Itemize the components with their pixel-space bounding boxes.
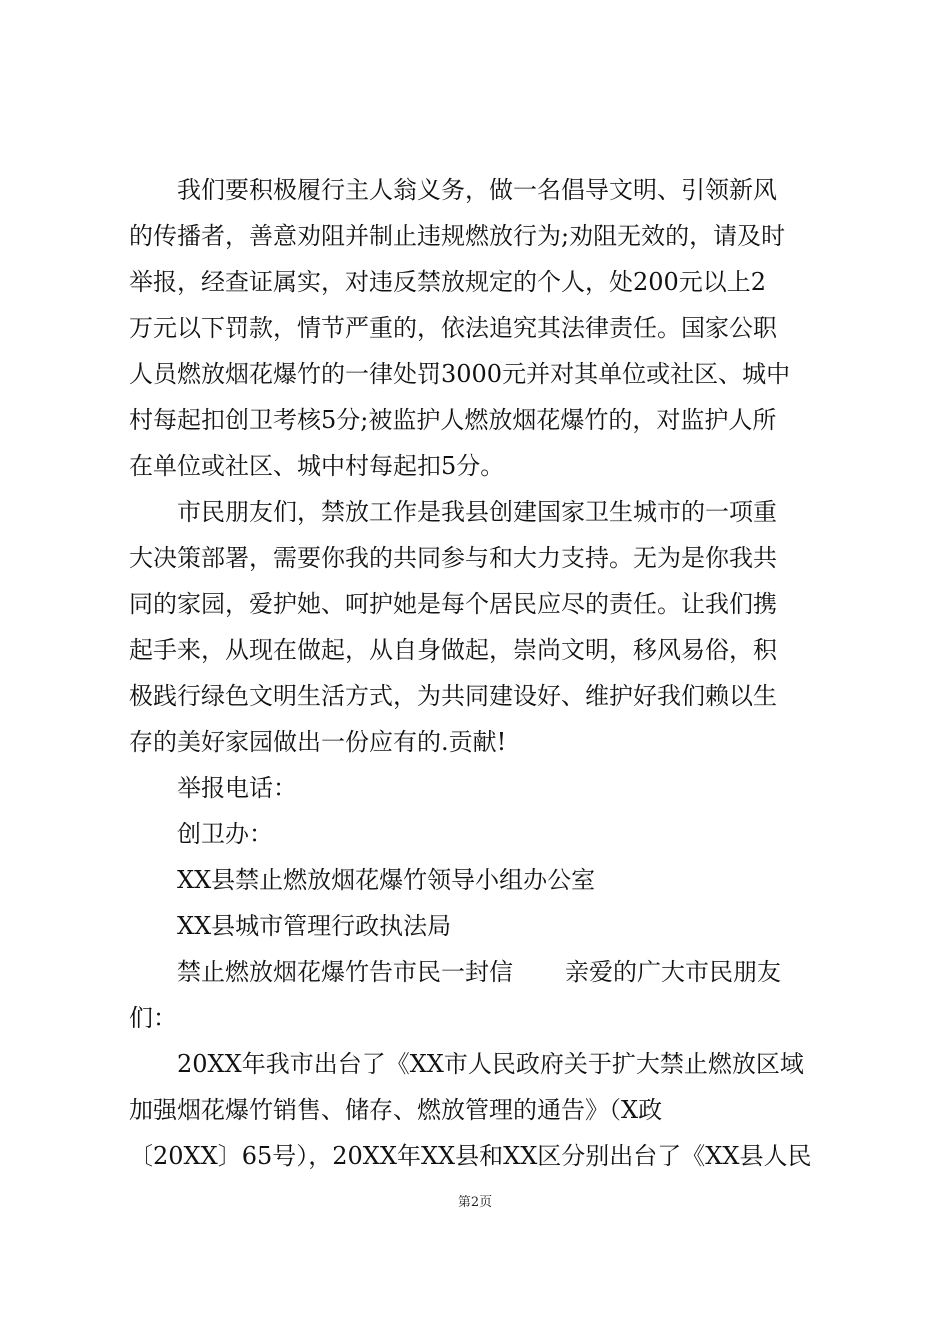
letter-title-line: [177, 952, 877, 992]
office-label: 创卫办：: [177, 820, 273, 848]
paragraph-line: 举报，经查证属实，对违反禁放规定的个人，处200元以上2: [129, 268, 767, 296]
paragraph-line: 我们要积极履行主人翁义务，做一名倡导文明、引领新风: [177, 176, 777, 204]
paragraph-line: 存的美好家园做出一份应有的.贡献!: [129, 728, 507, 756]
letter-title: 禁止燃放烟花爆竹告市民一封信: [177, 958, 513, 986]
paragraph-line: 万元以下罚款，情节严重的，依法追究其法律责任。国家公职: [129, 314, 777, 342]
paragraph-line: 加强烟花爆竹销售、储存、燃放管理的通告》（X政: [129, 1096, 663, 1124]
letter-salutation: 亲爱的广大市民朋友: [565, 958, 781, 986]
paragraph-line: 人员燃放烟花爆竹的一律处罚3000元并对其单位或社区、城中: [129, 360, 791, 388]
paragraph-line: 在单位或社区、城中村每起扣5分。: [129, 452, 505, 480]
bureau-name: XX县城市管理行政执法局: [177, 912, 452, 940]
paragraph-line: 〔20XX〕65号），20XX年XX县和XX区分别出台了《XX县人民: [129, 1142, 812, 1170]
paragraph-line: 同的家园，爱护她、呵护她是每个居民应尽的责任。让我们携: [129, 590, 777, 618]
paragraph-line: 极践行绿色文明生活方式，为共同建设好、维护好我们赖以生: [129, 682, 777, 710]
paragraph-line: 村每起扣创卫考核5分;被监护人燃放烟花爆竹的，对监护人所: [129, 406, 777, 434]
office-name: XX县禁止燃放烟花爆竹领导小组办公室: [177, 866, 596, 894]
report-phone-label: 举报电话：: [177, 774, 297, 802]
paragraph-line: 的传播者，善意劝阻并制止违规燃放行为;劝阻无效的，请及时: [129, 222, 786, 250]
paragraph-line: 20XX年我市出台了《XX市人民政府关于扩大禁止燃放区域: [177, 1050, 804, 1078]
paragraph-line: 起手来，从现在做起，从自身做起，崇尚文明，移风易俗，积: [129, 636, 777, 664]
paragraph-line: 大决策部署，需要你我的共同参与和大力支持。无为是你我共: [129, 544, 777, 572]
paragraph-line: 们：: [129, 1004, 177, 1032]
page-number: 第2页: [457, 1195, 493, 1210]
paragraph-line: 市民朋友们，禁放工作是我县创建国家卫生城市的一项重: [177, 498, 777, 526]
